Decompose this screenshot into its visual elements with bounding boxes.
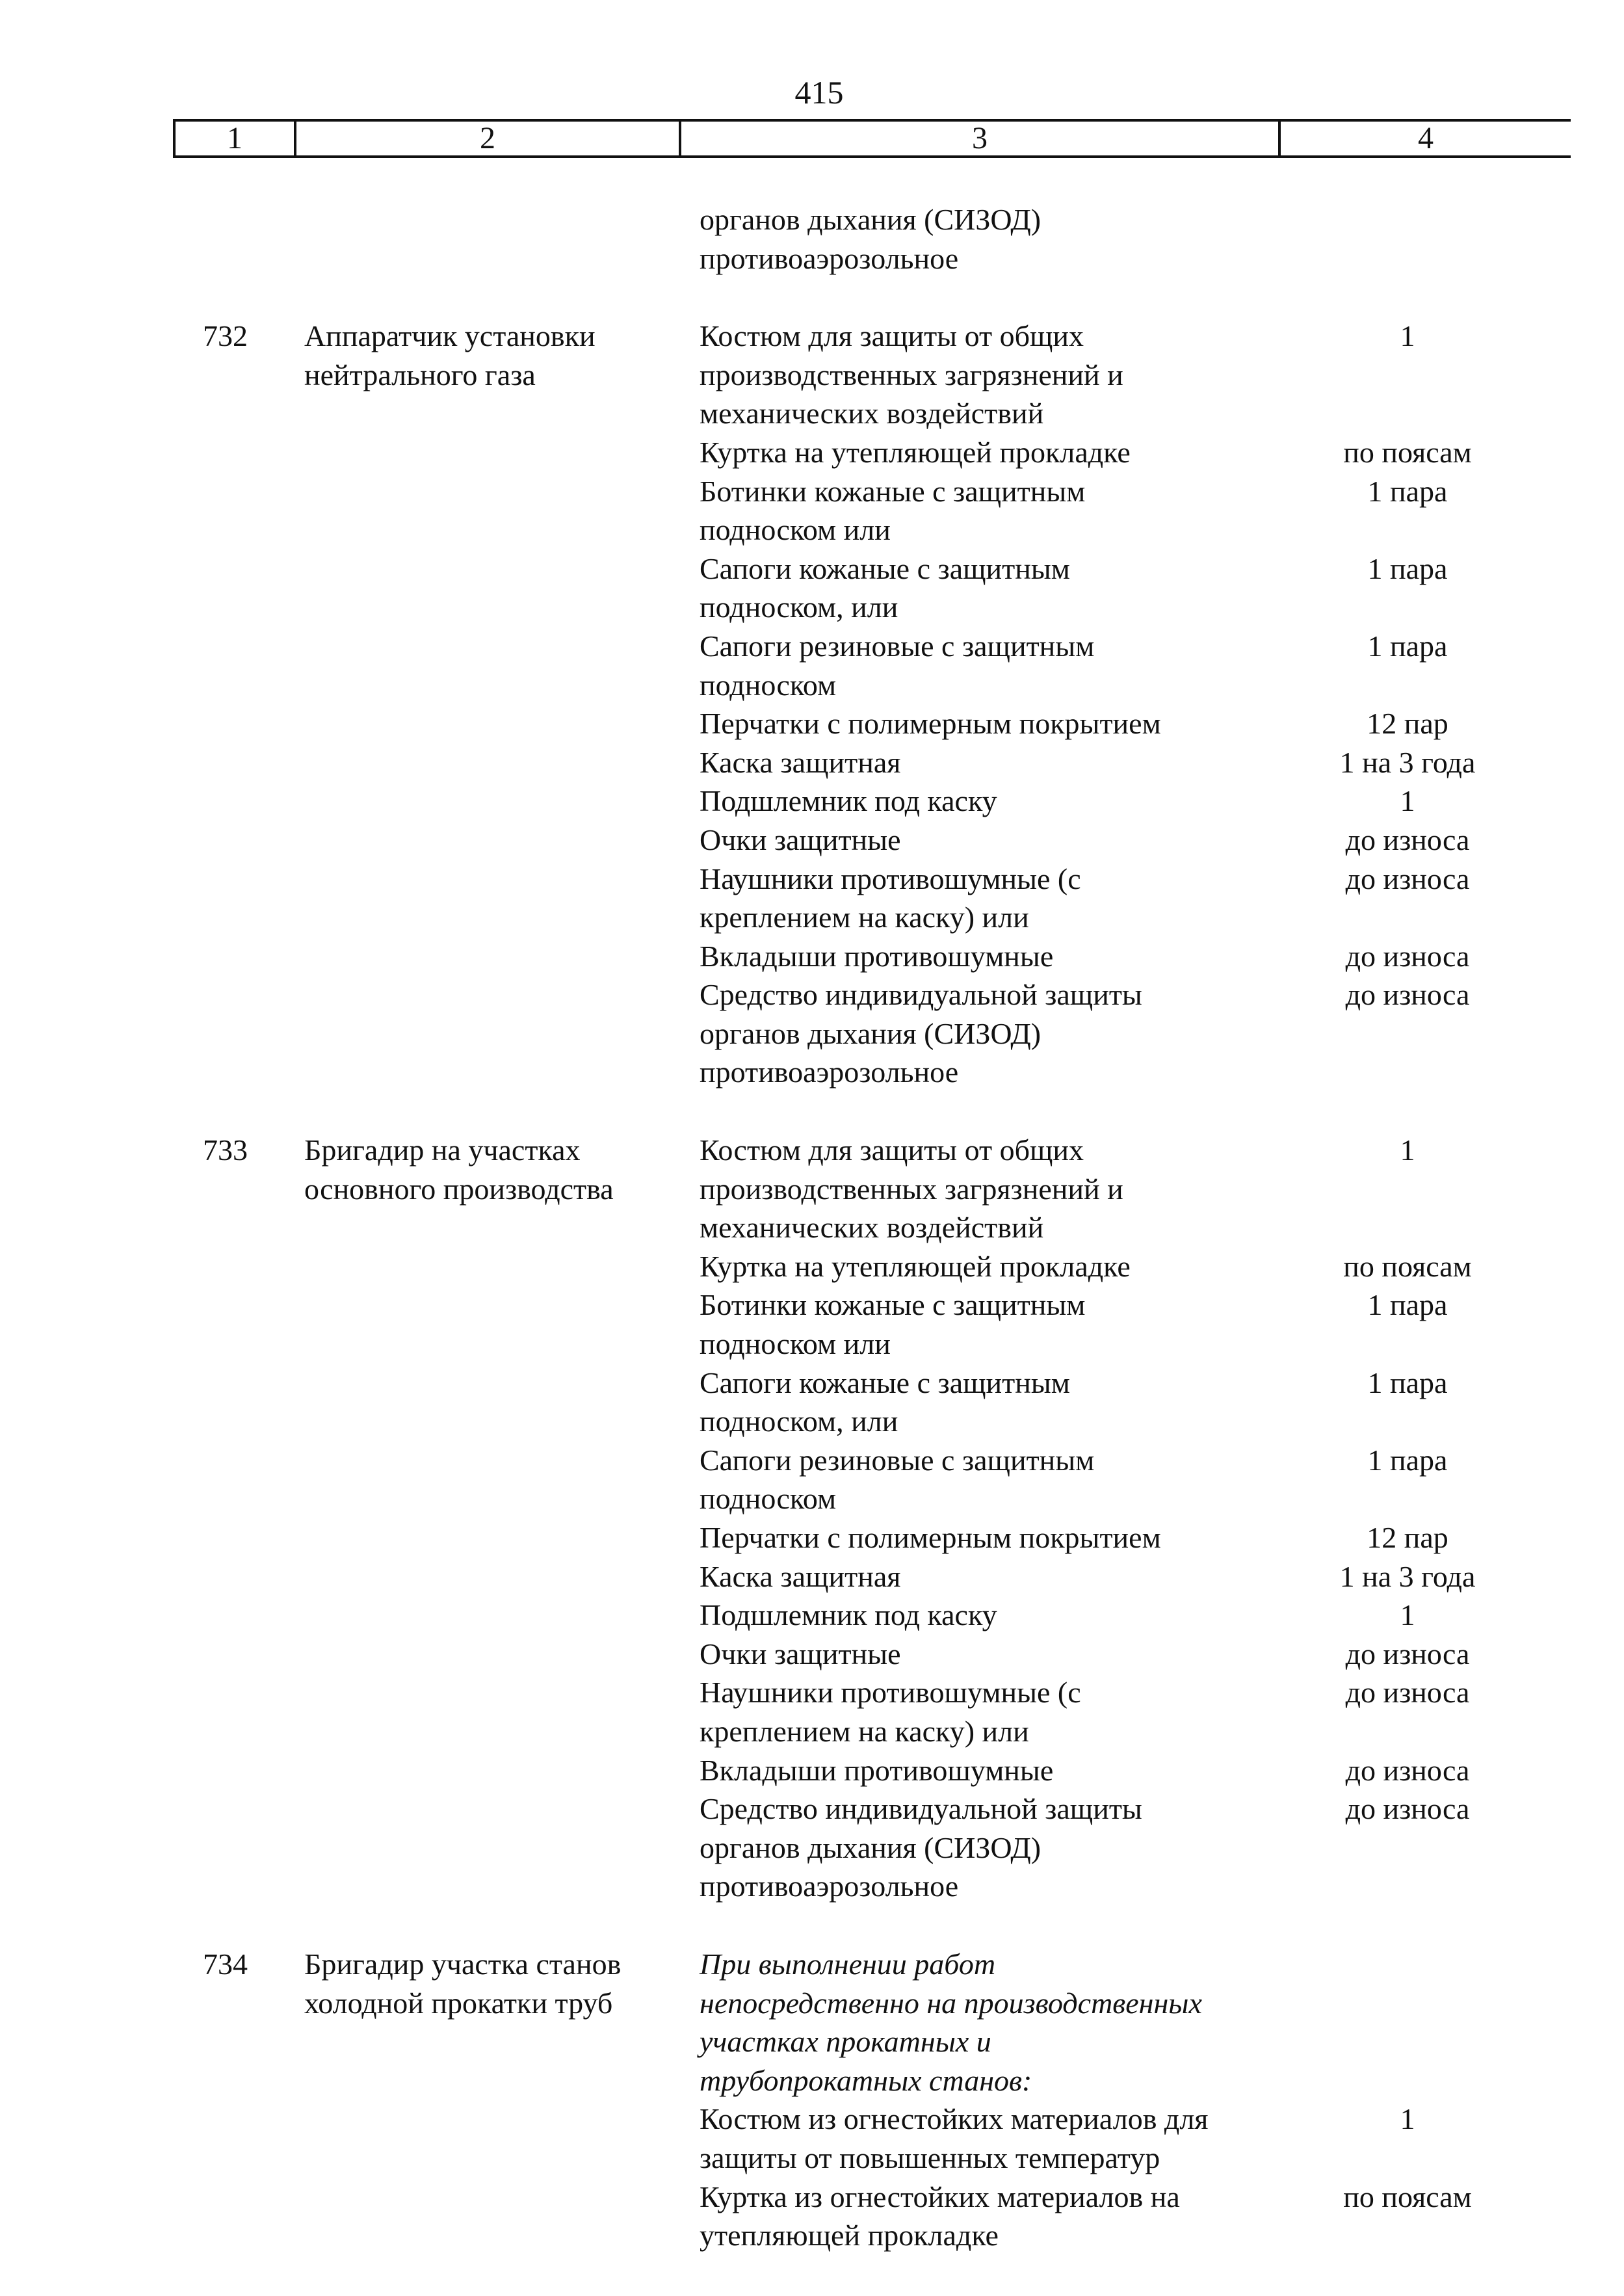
entry-number bbox=[0, 666, 260, 705]
table-row bbox=[0, 1364, 1624, 1403]
table-row bbox=[0, 782, 1624, 821]
equipment-item-text: Куртка на утепляющей прокладке bbox=[700, 1249, 1131, 1283]
entry-number bbox=[0, 1479, 260, 1518]
occupation-text bbox=[260, 1286, 676, 1325]
equipment-item-text: Сапоги кожаные с защитным bbox=[700, 551, 1070, 585]
equipment-item-text: Ботинки кожаные с защитным bbox=[700, 1288, 1086, 1322]
equipment-item-text: Сапоги резиновые с защитным bbox=[700, 629, 1095, 663]
equipment-item-text: При выполнении работ bbox=[700, 1947, 996, 1981]
equipment-item-text: Подшлемник под каску bbox=[700, 1598, 997, 1632]
equipment-item-text: подноском или bbox=[700, 1327, 891, 1361]
entry-number bbox=[0, 1286, 260, 1325]
table-row bbox=[0, 743, 1624, 782]
equipment-item-text: органов дыхания (СИЗОД) bbox=[700, 203, 1041, 236]
table-row bbox=[0, 1131, 1624, 1170]
entry-number: 733 bbox=[203, 1133, 248, 1167]
table-row bbox=[0, 1247, 1624, 1286]
table-row bbox=[0, 1751, 1624, 1790]
column-header-4: 4 bbox=[1418, 121, 1434, 155]
quantity-text bbox=[1294, 2139, 1521, 2178]
entry-number bbox=[0, 472, 260, 511]
quantity-text: до износа bbox=[1345, 978, 1470, 1012]
entry-number bbox=[0, 588, 260, 627]
entry-number bbox=[0, 937, 260, 976]
quantity-text bbox=[1294, 1170, 1521, 1209]
entry-number bbox=[0, 1828, 260, 1867]
entry-number bbox=[0, 510, 260, 549]
equipment-item-text: механических воздействий bbox=[700, 1211, 1044, 1245]
quantity-text: 1 на 3 года bbox=[1339, 1559, 1476, 1593]
quantity-text bbox=[1294, 239, 1521, 278]
occupation-text bbox=[260, 1247, 676, 1286]
quantity-text bbox=[1294, 1984, 1521, 2023]
equipment-item-text: производственных загрязнений и bbox=[700, 1172, 1123, 1206]
entry-number bbox=[0, 743, 260, 782]
entry-number bbox=[0, 1014, 260, 1053]
table-row bbox=[0, 666, 1624, 705]
equipment-item-text: участках прокатных и bbox=[700, 2025, 991, 2059]
equipment-item-text: подноском, или bbox=[700, 1405, 898, 1438]
occupation-text bbox=[260, 1751, 676, 1790]
quantity-text: 1 пара bbox=[1367, 1288, 1448, 1322]
occupation-text: холодной прокатки труб bbox=[304, 1986, 613, 2020]
entry-number bbox=[0, 394, 260, 433]
table-row bbox=[0, 1789, 1624, 1828]
quantity-text bbox=[1294, 200, 1521, 239]
occupation-text bbox=[260, 1518, 676, 1557]
equipment-item-text: Вкладыши противошумные bbox=[700, 1753, 1054, 1787]
equipment-item-text: подноском или bbox=[700, 513, 891, 547]
quantity-text bbox=[1294, 666, 1521, 705]
occupation-text bbox=[260, 2100, 676, 2139]
entry-number bbox=[0, 1208, 260, 1247]
equipment-item-text: Подшлемник под каску bbox=[700, 784, 997, 818]
column-header-2: 2 bbox=[296, 122, 681, 155]
entry-number bbox=[0, 2100, 260, 2139]
quantity-text: 1 bbox=[1400, 319, 1415, 353]
table-row bbox=[0, 1596, 1624, 1635]
entry-number bbox=[0, 1518, 260, 1557]
quantity-text bbox=[1294, 1325, 1521, 1364]
occupation-text bbox=[260, 2216, 676, 2255]
entry-number bbox=[0, 1712, 260, 1751]
equipment-item-text: Сапоги резиновые с защитным bbox=[700, 1443, 1095, 1477]
quantity-text bbox=[1294, 1828, 1521, 1867]
quantity-text bbox=[1294, 2061, 1521, 2100]
table-row bbox=[0, 1673, 1624, 1712]
table-row bbox=[0, 898, 1624, 937]
equipment-item-text: Куртка из огнестойких материалов на bbox=[700, 2180, 1180, 2213]
equipment-item-text: непосредственно на производственных bbox=[700, 1986, 1202, 2020]
entry-number bbox=[0, 1635, 260, 1674]
quantity-text: до износа bbox=[1345, 1792, 1470, 1826]
entry-number bbox=[0, 2178, 260, 2217]
table-row bbox=[0, 588, 1624, 627]
table-row bbox=[0, 549, 1624, 588]
table-row bbox=[0, 317, 1624, 356]
table-row bbox=[0, 510, 1624, 549]
equipment-item-text: Каска защитная bbox=[700, 1559, 901, 1593]
entry-number: 734 bbox=[203, 1947, 248, 1981]
table-body bbox=[0, 200, 1624, 2255]
entry-number bbox=[0, 433, 260, 472]
quantity-text: 1 пара bbox=[1367, 1366, 1448, 1399]
quantity-text: 1 bbox=[1400, 2102, 1415, 2136]
entry-number bbox=[0, 2216, 260, 2255]
quantity-text: до износа bbox=[1345, 862, 1470, 895]
equipment-item-text: механических воздействий bbox=[700, 397, 1044, 430]
quantity-text bbox=[1294, 356, 1521, 395]
page-number: 415 bbox=[794, 74, 844, 111]
quantity-text: до износа bbox=[1345, 1637, 1470, 1670]
table-row bbox=[0, 704, 1624, 743]
equipment-item-text: противоаэрозольное bbox=[700, 1869, 959, 1903]
occupation-text: Бригадир участка станов bbox=[304, 1947, 622, 1981]
occupation-text bbox=[260, 1441, 676, 1480]
occupation-text bbox=[260, 472, 676, 511]
entry-number bbox=[0, 1325, 260, 1364]
quantity-text: 1 bbox=[1400, 1598, 1415, 1632]
quantity-text: 12 пар bbox=[1367, 1521, 1448, 1554]
equipment-item-text: Ботинки кожаные с защитным bbox=[700, 474, 1086, 508]
equipment-item-text: утепляющей прокладке bbox=[700, 2219, 999, 2252]
occupation-text bbox=[260, 1325, 676, 1364]
table-row bbox=[0, 1518, 1624, 1557]
entry-number bbox=[0, 1364, 260, 1403]
equipment-item-text: органов дыхания (СИЗОД) bbox=[700, 1830, 1041, 1864]
entry-number bbox=[0, 549, 260, 588]
equipment-item-text: Перчатки с полимерным покрытием bbox=[700, 1521, 1161, 1554]
quantity-text: по поясам bbox=[1343, 1249, 1472, 1283]
equipment-item-text: Костюм для защиты от общих bbox=[700, 1133, 1084, 1167]
equipment-item-text: Средство индивидуальной защиты bbox=[700, 978, 1142, 1012]
equipment-item-text: защиты от повышенных температур bbox=[700, 2141, 1160, 2174]
entry-number bbox=[0, 704, 260, 743]
row-spacer bbox=[0, 1906, 1624, 1945]
quantity-text bbox=[1294, 898, 1521, 937]
table-row bbox=[0, 1945, 1624, 1984]
table-row bbox=[0, 433, 1624, 472]
equipment-item-text: Куртка на утепляющей прокладке bbox=[700, 435, 1131, 469]
table-row bbox=[0, 860, 1624, 899]
quantity-text: 1 bbox=[1400, 784, 1415, 818]
quantity-text bbox=[1294, 1945, 1521, 1984]
occupation-text bbox=[260, 1053, 676, 1092]
column-header-1: 1 bbox=[176, 122, 296, 155]
table-row bbox=[0, 2216, 1624, 2255]
quantity-text bbox=[1294, 1402, 1521, 1441]
quantity-text: 1 пара bbox=[1367, 551, 1448, 585]
entry-number bbox=[0, 1867, 260, 1906]
table-row bbox=[0, 1402, 1624, 1441]
quantity-text: 1 пара bbox=[1367, 1443, 1448, 1477]
occupation-text bbox=[260, 1789, 676, 1828]
table-row bbox=[0, 1208, 1624, 1247]
table-row bbox=[0, 2100, 1624, 2139]
occupation-text bbox=[260, 1364, 676, 1403]
table-row bbox=[0, 1441, 1624, 1480]
entry-number bbox=[0, 975, 260, 1014]
quantity-text bbox=[1294, 1712, 1521, 1751]
occupation-text bbox=[260, 975, 676, 1014]
occupation-text bbox=[260, 821, 676, 860]
table-row bbox=[0, 1286, 1624, 1325]
table-row bbox=[0, 239, 1624, 278]
occupation-text bbox=[260, 1867, 676, 1906]
table-row bbox=[0, 1479, 1624, 1518]
table-row bbox=[0, 200, 1624, 239]
quantity-text: до износа bbox=[1345, 939, 1470, 973]
equipment-item-text: подноском, или bbox=[700, 590, 898, 624]
occupation-text bbox=[260, 1208, 676, 1247]
table-row bbox=[0, 2061, 1624, 2100]
entry-number bbox=[0, 1789, 260, 1828]
equipment-item-text: подноском bbox=[700, 1482, 837, 1516]
equipment-item-text: креплением на каску) или bbox=[700, 901, 1029, 934]
occupation-text: Бригадир на участках bbox=[304, 1133, 581, 1167]
occupation-text bbox=[260, 1557, 676, 1596]
equipment-item-text: Каска защитная bbox=[700, 745, 901, 779]
table-row bbox=[0, 821, 1624, 860]
occupation-text bbox=[260, 782, 676, 821]
table-row bbox=[0, 1325, 1624, 1364]
occupation-text bbox=[260, 860, 676, 899]
entry-number bbox=[0, 627, 260, 666]
table-row bbox=[0, 1867, 1624, 1906]
quantity-text: 12 пар bbox=[1367, 707, 1448, 741]
equipment-item-text: Перчатки с полимерным покрытием bbox=[700, 707, 1161, 741]
equipment-item-text: производственных загрязнений и bbox=[700, 358, 1123, 391]
occupation-text bbox=[260, 433, 676, 472]
entry-number bbox=[0, 1402, 260, 1441]
column-header-3: 3 bbox=[681, 122, 1281, 155]
entry-number bbox=[0, 1170, 260, 1209]
equipment-item-text: подноском bbox=[700, 668, 837, 702]
entry-number bbox=[0, 1596, 260, 1635]
table-row bbox=[0, 1635, 1624, 1674]
quantity-text bbox=[1294, 2022, 1521, 2061]
entry-number bbox=[0, 1557, 260, 1596]
quantity-text bbox=[1294, 1208, 1521, 1247]
occupation-text: нейтрального газа bbox=[304, 358, 536, 391]
occupation-text bbox=[260, 1712, 676, 1751]
table-row bbox=[0, 1828, 1624, 1867]
equipment-item-text: Наушники противошумные (с bbox=[700, 862, 1081, 895]
equipment-item-text: Очки защитные bbox=[700, 823, 901, 856]
equipment-item-text: Костюм из огнестойких материалов для bbox=[700, 2102, 1209, 2136]
table-row bbox=[0, 975, 1624, 1014]
quantity-text: по поясам bbox=[1343, 2180, 1472, 2213]
table-row bbox=[0, 1014, 1624, 1053]
occupation-text bbox=[260, 937, 676, 976]
quantity-text bbox=[1294, 510, 1521, 549]
occupation-text: Аппаратчик установки bbox=[304, 319, 596, 353]
occupation-text bbox=[260, 743, 676, 782]
occupation-text bbox=[260, 704, 676, 743]
occupation-text bbox=[260, 666, 676, 705]
table-header-row bbox=[173, 119, 1571, 158]
quantity-text bbox=[1294, 1867, 1521, 1906]
occupation-text bbox=[260, 1479, 676, 1518]
occupation-text bbox=[260, 1402, 676, 1441]
equipment-item-text: Костюм для защиты от общих bbox=[700, 319, 1084, 353]
entry-number bbox=[0, 2139, 260, 2178]
entry-number bbox=[0, 2061, 260, 2100]
quantity-text: до износа bbox=[1345, 823, 1470, 856]
entry-number bbox=[0, 2022, 260, 2061]
equipment-item-text: Средство индивидуальной защиты bbox=[700, 1792, 1142, 1826]
occupation-text bbox=[260, 1673, 676, 1712]
entry-number bbox=[0, 1673, 260, 1712]
table-row bbox=[0, 1170, 1624, 1209]
occupation-text bbox=[260, 510, 676, 549]
occupation-text bbox=[260, 200, 676, 239]
entry-number bbox=[0, 1441, 260, 1480]
quantity-text bbox=[1294, 588, 1521, 627]
equipment-item-text: противоаэрозольное bbox=[700, 241, 959, 275]
entry-number bbox=[0, 898, 260, 937]
entry-number bbox=[0, 200, 260, 239]
entry-number bbox=[0, 782, 260, 821]
entry-number bbox=[0, 860, 260, 899]
occupation-text bbox=[260, 627, 676, 666]
entry-number bbox=[0, 1751, 260, 1790]
row-spacer bbox=[0, 1092, 1624, 1131]
occupation-text bbox=[260, 2178, 676, 2217]
occupation-text bbox=[260, 1014, 676, 1053]
occupation-text bbox=[260, 898, 676, 937]
entry-number bbox=[0, 356, 260, 395]
quantity-text: по поясам bbox=[1343, 435, 1472, 469]
entry-number bbox=[0, 1053, 260, 1092]
occupation-text: основного производства bbox=[304, 1172, 614, 1206]
quantity-text: 1 пара bbox=[1367, 474, 1448, 508]
table-row bbox=[0, 2178, 1624, 2217]
entry-number: 732 bbox=[203, 319, 248, 353]
equipment-item-text: Вкладыши противошумные bbox=[700, 939, 1054, 973]
occupation-text bbox=[260, 2022, 676, 2061]
table-row bbox=[0, 1712, 1624, 1751]
occupation-text bbox=[260, 549, 676, 588]
occupation-text bbox=[260, 2061, 676, 2100]
equipment-item-text: противоаэрозольное bbox=[700, 1055, 959, 1089]
row-spacer bbox=[0, 278, 1624, 317]
table-row bbox=[0, 356, 1624, 395]
table-row bbox=[0, 627, 1624, 666]
entry-number bbox=[0, 1247, 260, 1286]
table-row bbox=[0, 1557, 1624, 1596]
quantity-text: до износа bbox=[1345, 1676, 1470, 1709]
equipment-item-text: трубопрокатных станов: bbox=[700, 2063, 1032, 2097]
occupation-text bbox=[260, 394, 676, 433]
quantity-text bbox=[1294, 2216, 1521, 2255]
equipment-item-text: Наушники противошумные (с bbox=[700, 1676, 1081, 1709]
occupation-text bbox=[260, 2139, 676, 2178]
table-row bbox=[0, 937, 1624, 976]
occupation-text bbox=[260, 1635, 676, 1674]
entry-number bbox=[0, 1984, 260, 2023]
quantity-text: 1 bbox=[1400, 1133, 1415, 1167]
quantity-text: 1 пара bbox=[1367, 629, 1448, 663]
table-row bbox=[0, 2022, 1624, 2061]
table-row bbox=[0, 2139, 1624, 2178]
table-row bbox=[0, 472, 1624, 511]
quantity-text bbox=[1294, 1479, 1521, 1518]
occupation-text bbox=[260, 239, 676, 278]
equipment-item-text: органов дыхания (СИЗОД) bbox=[700, 1016, 1041, 1050]
table-row bbox=[0, 394, 1624, 433]
entry-number bbox=[0, 821, 260, 860]
quantity-text bbox=[1294, 1053, 1521, 1092]
equipment-item-text: Сапоги кожаные с защитным bbox=[700, 1366, 1070, 1399]
entry-number bbox=[0, 239, 260, 278]
table-row bbox=[0, 1053, 1624, 1092]
quantity-text bbox=[1294, 394, 1521, 433]
quantity-text: до износа bbox=[1345, 1753, 1470, 1787]
equipment-item-text: креплением на каску) или bbox=[700, 1714, 1029, 1748]
occupation-text bbox=[260, 1596, 676, 1635]
equipment-item-text: Очки защитные bbox=[700, 1637, 901, 1670]
quantity-text bbox=[1294, 1014, 1521, 1053]
table-row bbox=[0, 1984, 1624, 2023]
occupation-text bbox=[260, 588, 676, 627]
quantity-text: 1 на 3 года bbox=[1339, 745, 1476, 779]
occupation-text bbox=[260, 1828, 676, 1867]
